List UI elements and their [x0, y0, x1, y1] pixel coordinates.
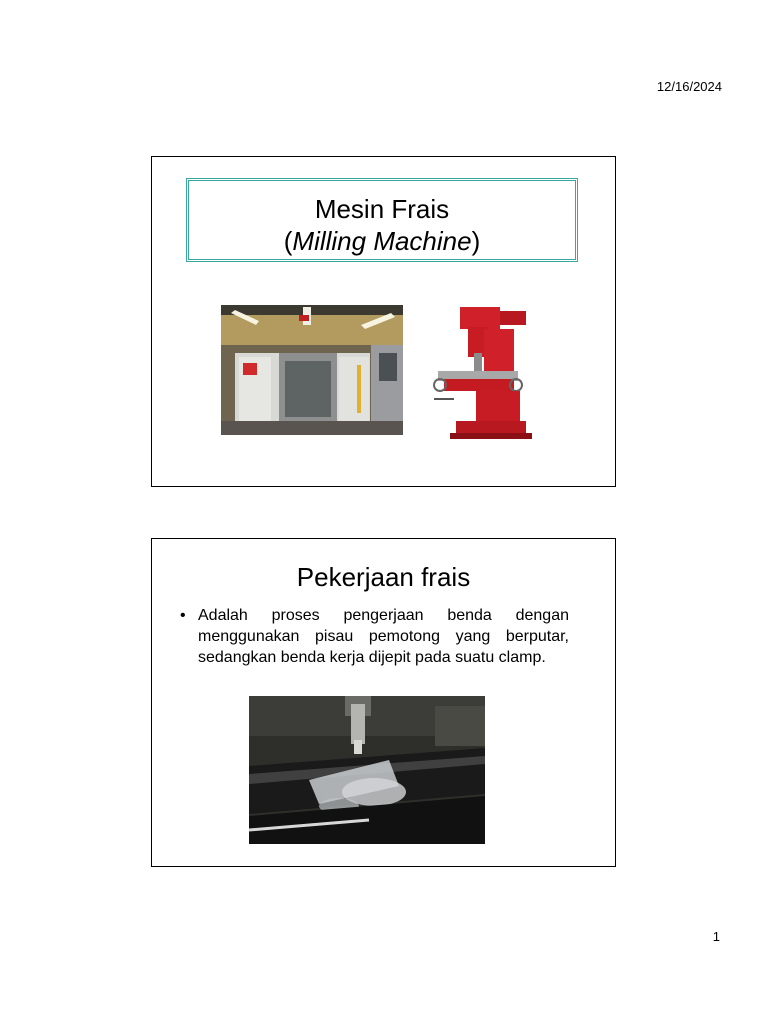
page-number: 1 — [712, 929, 720, 944]
slide-1 — [151, 156, 616, 487]
bullet-text: Adalah proses pengerjaan benda dengan menggunakan pisau pemotong yang berputar, sedangkan benda kerja dijepit pada suatu clamp. — [198, 607, 569, 666]
red-milling-machine-photo — [424, 303, 536, 441]
page-date: 12/16/2024 — [656, 79, 722, 94]
cnc-machining-center-photo — [221, 305, 403, 435]
milling-cutting-photo — [249, 696, 485, 844]
slide-1-title: Mesin Frais — [314, 194, 450, 224]
bullet-item — [180, 605, 569, 668]
slide-2 — [151, 538, 616, 867]
subtitle-italic: Milling Machine — [292, 226, 472, 256]
slide-1-subtitle: (Milling Machine) — [283, 226, 481, 256]
slide-2-title: Pekerjaan frais — [296, 562, 471, 592]
slide-1-title-box — [186, 178, 578, 262]
bullet-marker: • — [180, 607, 186, 624]
